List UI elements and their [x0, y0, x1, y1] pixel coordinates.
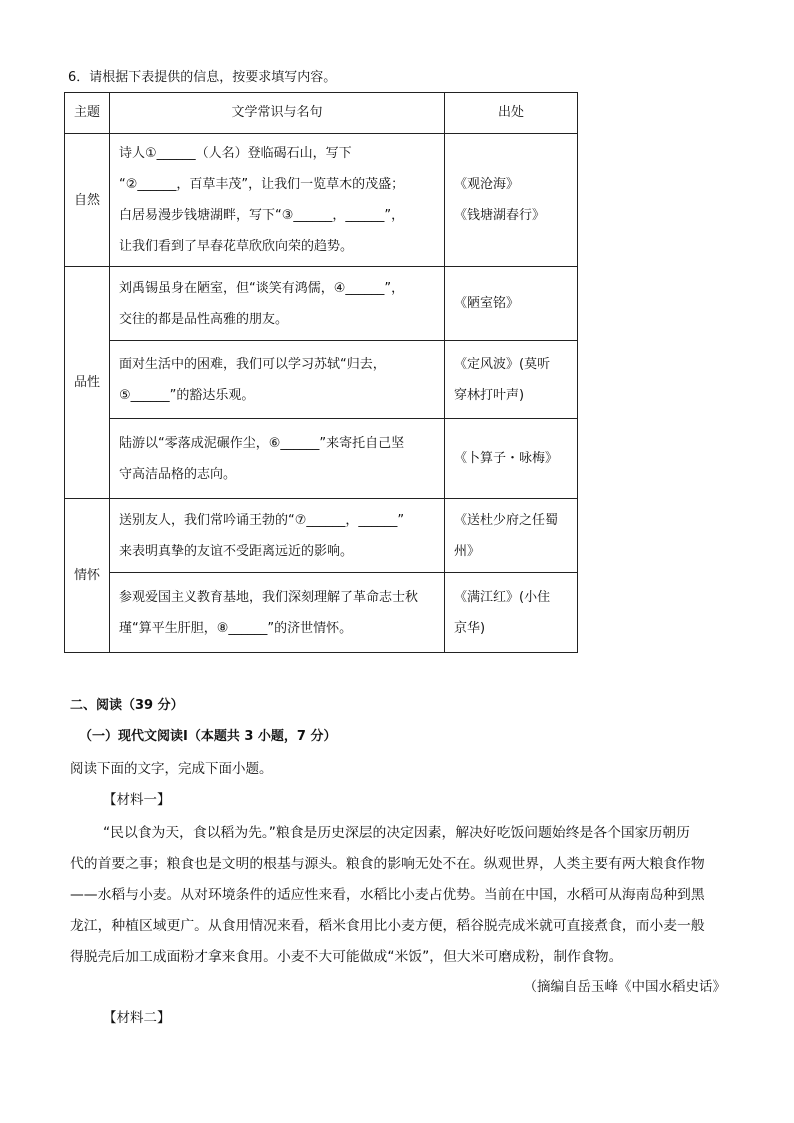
- material-1-source: （摘编自岳玉峰《中国水稻史话》: [523, 979, 726, 995]
- content-line: 参观爱国主义教育基地，我们深刻理解了革命志士秋: [119, 589, 419, 605]
- table-row-feelings-2: [65, 573, 578, 653]
- subsection-title: （一）现代文阅读Ⅰ（本题共 3 小题，7 分）: [79, 729, 337, 744]
- content-line: 刘禹锡虽身在陋室，但“谈笑有鸿儒，④______”，: [119, 280, 405, 296]
- paragraph-line: 代的首要之事；粮食也是文明的根基与源头。粮食的影响无处不在。纵观世界，人类主要有两大粮食作物: [70, 856, 705, 872]
- table-row-nature: [65, 134, 578, 267]
- source-line: 《钱塘湖春行》: [454, 208, 546, 223]
- content-cell: [110, 134, 445, 267]
- table-row-character-1: [65, 267, 578, 341]
- source-cell: [445, 499, 578, 573]
- content-line: 瑾“算平生肝胆，⑧______”的济世情怀。: [119, 620, 353, 636]
- table-header-row: [65, 93, 578, 134]
- source-cell: [445, 267, 578, 341]
- material-1-paragraph: [70, 818, 725, 973]
- header-content: 文学常识与名句: [110, 93, 445, 134]
- content-cell: [110, 267, 445, 341]
- content-line: “②______，百草丰茂”，让我们一览草木的茂盛；: [119, 177, 405, 192]
- source-line: 京华): [454, 620, 486, 636]
- content-cell: [110, 419, 445, 499]
- header-source: 出处: [445, 93, 578, 134]
- content-cell: [110, 341, 445, 419]
- source-line: 州》: [454, 543, 481, 559]
- content-line: 来表明真挚的友谊不受距离远近的影响。: [119, 543, 354, 559]
- question-6-prompt: 6．请根据下表提供的信息，按要求填写内容。: [68, 70, 337, 85]
- source-cell: [445, 341, 578, 419]
- paragraph-line: 得脱壳后加工成面粉才拿来食用。小麦不大可能做成“米饭”，但大米可磨成粉，制作食物。: [70, 949, 623, 965]
- source-cell: [445, 573, 578, 653]
- material-1-label: 【材料一】: [103, 792, 171, 808]
- content-line: 守高洁品格的志向。: [119, 466, 237, 482]
- source-line: 《观沧海》: [454, 177, 520, 192]
- theme-feelings: 情怀: [65, 499, 110, 653]
- source-cell: [445, 419, 578, 499]
- material-2-label: 【材料二】: [103, 1010, 171, 1026]
- literature-table: [64, 92, 578, 653]
- content-line: 交往的都是品性高雅的朋友。: [119, 311, 289, 327]
- reading-instruction: 阅读下面的文字，完成下面小题。: [70, 761, 273, 777]
- paragraph-line: 龙江，种植区域更广。从食用情况来看，稻米食用比小麦方便，稻谷脱壳成米就可直接煮食，而小麦一般: [70, 918, 705, 934]
- content-line: 让我们看到了早春花草欣欣向荣的趋势。: [119, 239, 354, 254]
- source-line: 《定风波》(莫听: [454, 356, 551, 372]
- content-line: 面对生活中的困难，我们可以学习苏轼“归去，: [119, 356, 386, 372]
- table-row-character-2: [65, 341, 578, 419]
- source-line: 穿林打叶声): [454, 387, 525, 403]
- source-line: 《送杜少府之任蜀: [454, 512, 559, 528]
- content-cell: [110, 573, 445, 653]
- theme-nature: 自然: [65, 134, 110, 267]
- source-line: 《陋室铭》: [454, 296, 520, 311]
- paragraph-line: ——水稻与小麦。从对环境条件的适应性来看，水稻比小麦占优势。当前在中国，水稻可从海南岛种到黑: [70, 887, 705, 903]
- content-line: 送别友人，我们常吟诵王勃的“⑦______，______”: [119, 512, 405, 528]
- content-cell: [110, 499, 445, 573]
- table-row-character-3: [65, 419, 578, 499]
- content-line: ⑤______”的豁达乐观。: [119, 387, 255, 403]
- theme-character: 品性: [65, 267, 110, 499]
- table-row-feelings-1: [65, 499, 578, 573]
- paragraph-line: “民以食为天，食以稻为先。”粮食是历史深层的决定因素，解决好吃饭问题始终是各个国家历朝历: [103, 825, 690, 841]
- source-cell: [445, 134, 578, 267]
- content-line: 诗人①______（人名）登临碣石山，写下: [119, 146, 352, 161]
- source-line: 《满江红》(小住: [454, 589, 551, 605]
- source-line: 《卜算子・咏梅》: [454, 451, 559, 466]
- content-line: 陆游以“零落成泥碾作尘，⑥______”来寄托自己坚: [119, 435, 405, 451]
- content-line: 白居易漫步钱塘湖畔，写下“③______，______”，: [119, 208, 405, 223]
- header-theme: 主题: [65, 93, 110, 134]
- section-title: 二、阅读（39 分）: [70, 698, 184, 713]
